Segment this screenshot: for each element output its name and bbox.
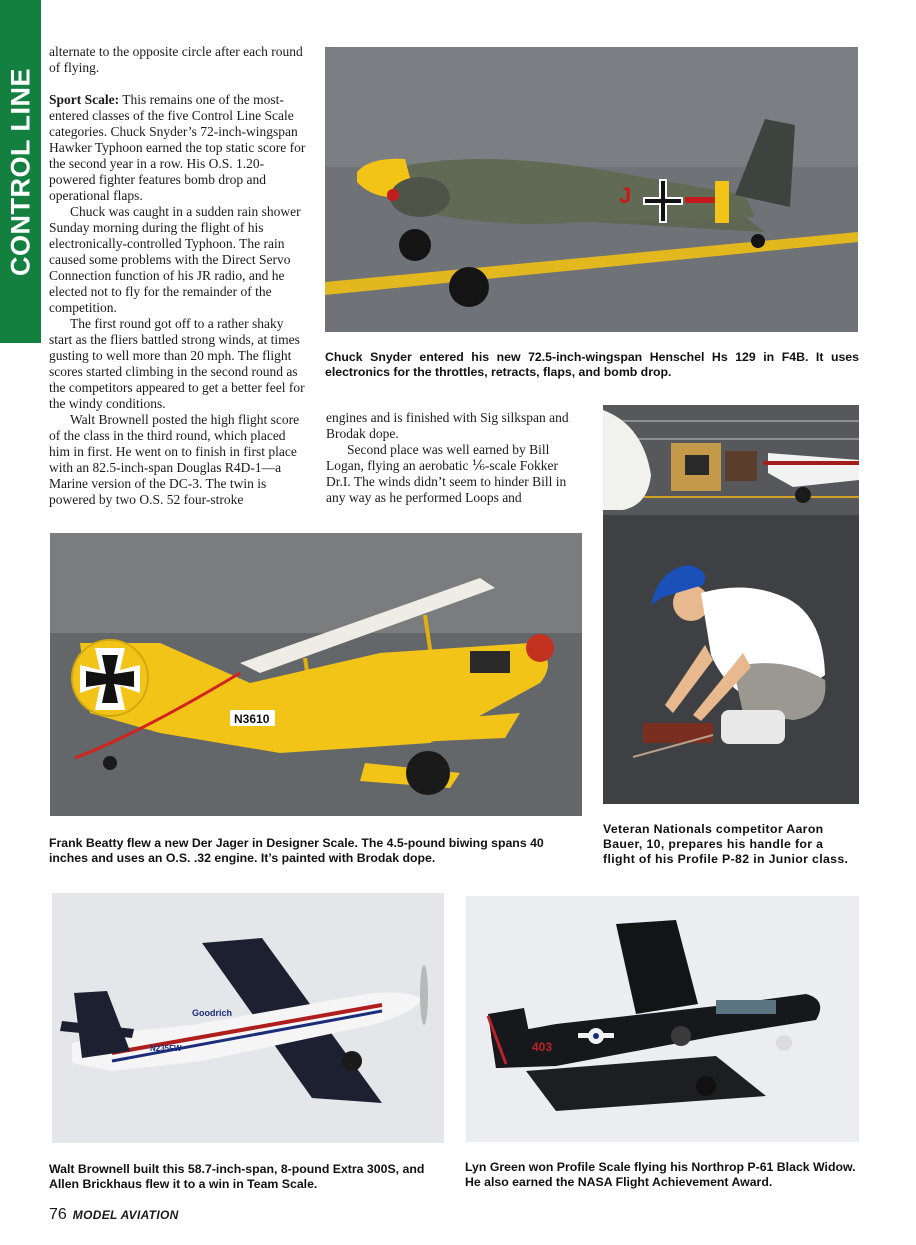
article-column-left [49,44,307,508]
photo-der-jager [50,533,582,816]
caption-henschel: Chuck Snyder entered his new 72.5-inch-wingspan Henschel Hs 129 in F4B. It uses electronics for the throttles, retracts, flaps, and bomb drop. [325,350,859,379]
photo-p61-black-widow [466,896,859,1142]
extra-registration: N235FW [150,1044,182,1053]
paragraph: engines and is finished with Sig silkspan and Brodak dope. [326,410,569,441]
page-footer [49,1206,179,1224]
jager-registration: N3610 [234,712,270,726]
page-number: 76 [49,1206,67,1223]
photo-henschel-hs129 [325,47,858,332]
section-tab-label: CONTROL LINE [5,67,35,276]
magazine-name: MODEL AVIATION [72,1208,179,1222]
caption-extra: Walt Brownell built this 58.7-inch-span, 8-pound Extra 300S, and Allen Brickhaus flew it to a win in Team Scale. [49,1162,425,1191]
aaron-illustration [603,405,859,804]
extra-illustration [52,893,444,1143]
paragraph: Walt Brownell posted the high flight score of the class in the third round, which placed him in first. He went on to finish in first place with an 82.5-inch-span Douglas R4D-1—a Marine version of the DC-3. The twin is powered by two O.S. 52 four-stroke [49,412,300,507]
henschel-illustration [325,47,858,332]
paragraph: Chuck was caught in a sudden rain shower Sunday morning during the flight of his electronically-controlled Typhoon. The rain caused some problems with the Direct Servo Connection function of his JR radio, and he elected not to fly for the remainder of the competition. [49,204,301,315]
caption-p61: Lyn Green won Profile Scale flying his Northrop P-61 Black Widow. He also earned the NASA Flight Achievement Award. [465,1160,856,1189]
photo-aaron-bauer [603,405,859,804]
p61-illustration [466,896,859,1142]
paragraph: Second place was well earned by Bill Logan, flying an aerobatic ⅙-scale Fokker Dr.I. The winds didn’t seem to hinder Bill in any way as he performed Loops and [326,442,567,505]
henschel-code-letter: J [619,183,632,208]
extra-brand: Goodrich [192,1008,232,1018]
article-column-mid [326,410,586,506]
section-tab [0,0,41,343]
paragraph: alternate to the opposite circle after each round of flying. [49,44,303,75]
jager-illustration [50,533,582,816]
p61-number: 403 [532,1040,553,1054]
paragraph: Sport Scale: This remains one of the most-entered classes of the five Control Line Scale categories. Chuck Snyder’s 72-inch-wingspan Hawker Typhoon earned the top static score for the second year in a row. His O.S. 1.20-powered fighter features bomb drop and operational flaps. [49,92,306,203]
photo-extra-300s [52,893,444,1143]
caption-aaron: Veteran Nationals competitor Aaron Bauer, 10, prepares his handle for a flight of his Profile P-82 in Junior class. [603,822,849,866]
subheading: Sport Scale: [49,92,120,107]
paragraph: The first round got off to a rather shaky start as the fliers battled strong winds, at times gusting to well more than 20 mph. The flight scores started climbing in the second round as the competitors appeared to get a better feel for the windy conditions. [49,316,305,411]
caption-jager: Frank Beatty flew a new Der Jager in Designer Scale. The 4.5-pound biwing spans 40 inches and uses an O.S. .32 engine. It’s painted with Brodak dope. [49,836,544,865]
